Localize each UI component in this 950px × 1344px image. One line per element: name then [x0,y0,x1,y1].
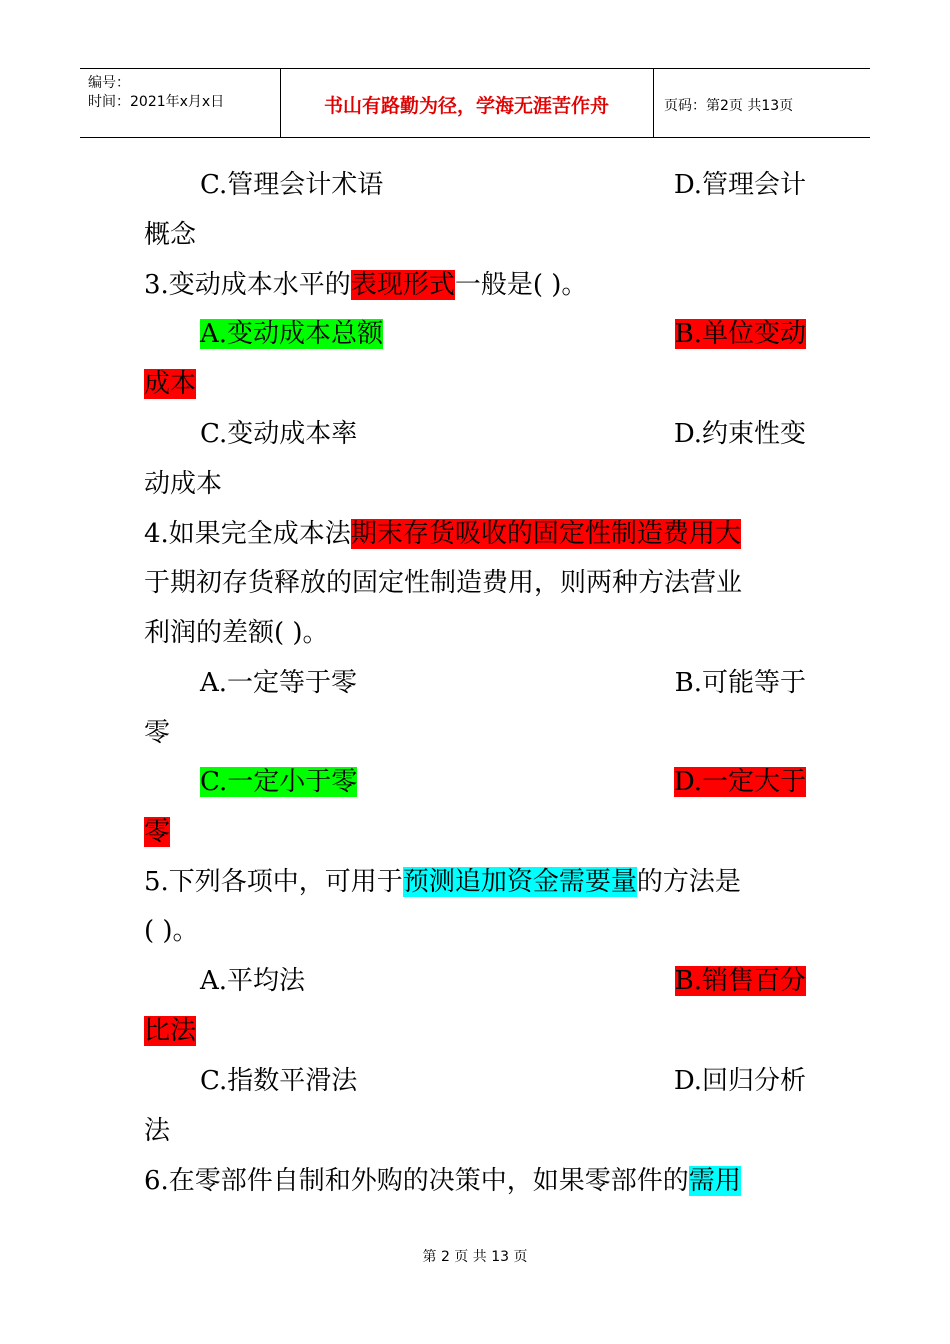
date-label: 时间：2021年x月x日 [88,94,225,110]
q3-stem-post: 一般是( )。 [454,270,588,300]
q4-option-b: B.可能等于 [674,668,806,698]
header-motto-cell [280,69,654,137]
page-footer: 第 2 页 共 13 页 [422,1249,528,1265]
q5-option-d: D.回归分析 [673,1066,806,1096]
q4-stem-line3: 利润的差额( )。 [144,618,329,648]
q2-option-d: D.管理会计 [673,170,806,200]
q3-stem [144,267,587,303]
q5-stem-post: 的方法是 [636,867,741,897]
q4-stem-pre: 4.如果完全成本法 [144,519,351,549]
q3-option-d-cont: 动成本 [144,469,223,499]
q3-option-b [600,316,806,352]
page-header [80,68,870,138]
header-page-cell [654,69,870,137]
q5-option-d-cont: 法 [144,1116,171,1146]
header-meta-cell [80,69,281,137]
q5-option-a: A.平均法 [200,966,306,996]
q5-stem-line1 [144,864,741,900]
q5-option-b [600,963,806,999]
q4-option-d [600,764,806,800]
q3-option-d: D.约束性变 [673,419,806,449]
q5-option-b-text: B.销售百分 [674,966,806,996]
serial-number-label: 编号： [88,75,130,91]
q5-option-c: C.指数平滑法 [200,1066,358,1096]
header-page-info: 页码：第2页 共13页 [664,98,794,114]
q5-option-b-cont [144,1013,196,1049]
q4-stem-line2: 于期初存货释放的固定性制造费用，则两种方法营业 [144,568,743,598]
q3-option-a [200,316,383,352]
q5-option-b-cont-text: 比法 [144,1016,197,1046]
q6-stem-line1 [144,1163,741,1199]
q3-option-a-text: A.变动成本总额 [200,319,384,349]
q3-option-b-cont-text: 成本 [144,369,197,399]
q4-option-d-cont-text: 零 [144,817,171,847]
q6-highlight: 需用 [688,1166,741,1196]
q3-highlight: 表现形式 [350,270,455,300]
q6-stem-pre: 6.在零部件自制和外购的决策中，如果零部件的 [144,1166,689,1196]
q3-option-b-cont [144,366,196,402]
q3-stem-pre: 3.变动成本水平的 [144,270,351,300]
header-motto: 书山有路勤为径，学海无涯苦作舟 [323,95,609,117]
q4-option-d-cont [144,814,170,850]
q5-stem-line2: ( )。 [144,916,199,946]
q4-option-c [200,764,357,800]
q5-stem-pre: 5.下列各项中，可用于 [144,867,403,897]
q4-option-d-text: D.一定大于 [673,767,806,797]
q2-option-c: C.管理会计术语 [200,170,384,200]
q2-option-d-cont: 概念 [144,220,197,250]
q5-highlight: 预测追加资金需要量 [402,867,637,897]
q3-option-b-text: B.单位变动 [674,319,806,349]
q4-highlight: 期末存货吸收的固定性制造费用大 [350,519,741,549]
q4-stem-line1 [144,516,741,552]
q4-option-c-text: C.一定小于零 [200,767,358,797]
q4-option-b-cont: 零 [144,718,171,748]
q4-option-a: A.一定等于零 [200,668,358,698]
q3-option-c: C.变动成本率 [200,419,358,449]
